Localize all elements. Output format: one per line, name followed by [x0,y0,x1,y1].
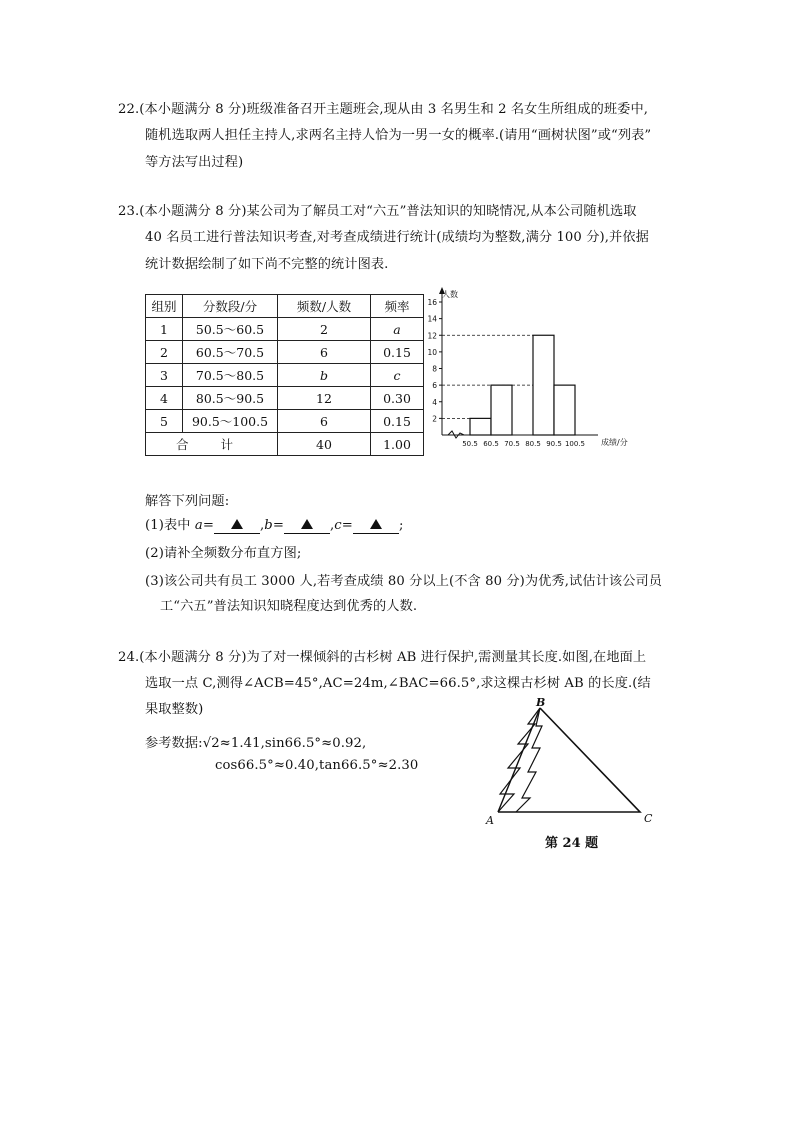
table-cell: c [371,364,424,387]
figure-caption: 第 24 题 [545,836,599,851]
y-tick-label: 6 [432,381,437,391]
table-cell: 3 [146,364,183,387]
table-cell: 0.15 [371,341,424,364]
histogram-x-ticks [462,440,585,448]
table-header: 频率 [371,295,424,318]
table-cell: 5 [146,410,183,433]
table-row [146,387,424,410]
table-cell: 4 [146,387,183,410]
x-tick-label: 80.5 [525,440,541,448]
q23-part2: (2)请补全频数分布直方图; [145,546,302,561]
var-c: c [334,518,342,533]
table-cell: 80.5～90.5 [183,387,278,410]
label-b: B [536,696,546,709]
histogram-bar [470,418,491,435]
table-total-row [146,433,424,456]
q23-part3-line1: (3)该公司共有员工 3000 人,若考查成绩 80 分以上(不含 80 分)为优秀,试估计该公司员 [145,574,663,589]
table-total-freq: 1.00 [371,433,424,456]
x-tick-label: 90.5 [546,440,562,448]
y-tick-label: 16 [427,298,437,307]
part1-prefix: (1)表中 [145,518,195,533]
triangle-icon [370,519,382,529]
histogram-y-ticks [427,298,442,423]
table-cell: 0.30 [371,387,424,410]
label-a: A [486,814,494,827]
answer-blank-b[interactable] [284,518,330,534]
triangle-icon [231,519,243,529]
label-c: C [644,812,653,825]
q23-text-line1: 23.(本小题满分 8 分)某公司为了解员工对“六五”普法知识的知晓情况,从本公司随机选取 [118,204,637,219]
table-row [146,364,424,387]
q22-text-line1: 22.(本小题满分 8 分)班级准备召开主题班会,现从由 3 名男生和 2 名女生所组成的班委中, [118,102,649,117]
q24-text-line3: 果取整数) [145,702,204,717]
y-axis-label: 人数 [442,290,458,299]
table-row [146,410,424,433]
table-cell: 60.5～70.5 [183,341,278,364]
table-cell: 1 [146,318,183,341]
q24-text-line2: 选取一点 C,测得∠ACB=45°,AC=24m,∠BAC=66.5°,求这棵古杉树 AB 的长度.(结 [145,676,651,691]
frequency-table [145,294,424,456]
q22-text-line3: 等方法写出过程) [145,155,244,170]
reference-data-line1: 参考数据:√2≈1.41,sin66.5°≈0.92, [145,736,367,751]
table-cell: 2 [278,318,371,341]
q24-text-line1: 24.(本小题满分 8 分)为了对一棵倾斜的古杉树 AB 进行保护,需测量其长度.如图,在地面上 [118,650,647,665]
table-total-count: 40 [278,433,371,456]
solve-heading: 解答下列问题: [145,494,230,509]
y-tick-label: 4 [432,397,437,407]
answer-blank-c[interactable] [353,518,399,534]
reference-data-line2: cos66.5°≈0.40,tan66.5°≈2.30 [215,758,419,773]
equals-sign: = [202,518,214,533]
table-cell: 0.15 [371,410,424,433]
figure-24-triangle [470,690,670,830]
x-tick-label: 100.5 [564,440,586,448]
triangle-icon [301,519,313,529]
x-tick-label: 60.5 [483,440,499,448]
q23-part1: (1)表中 a= ,b= ,c= ; [145,518,404,533]
table-row [146,341,424,364]
histogram-bar [554,385,575,435]
x-tick-label: 50.5 [462,440,478,448]
x-tick-label: 70.5 [504,440,520,448]
answer-blank-a[interactable] [214,518,260,534]
table-header: 频数/人数 [278,295,371,318]
y-tick-label: 12 [427,331,437,341]
equals-sign: = [341,518,353,533]
q22-text-line2: 随机选取两人担任主持人,求两名主持人恰为一男一女的概率.(请用“画树状图”或“列表” [145,128,652,143]
table-total-label: 合 计 [146,433,278,456]
table-cell: 90.5～100.5 [183,410,278,433]
table-cell: 12 [278,387,371,410]
table-cell: 70.5～80.5 [183,364,278,387]
y-tick-label: 10 [427,347,437,357]
table-cell: 6 [278,341,371,364]
table-cell: a [371,318,424,341]
y-tick-label: 2 [432,414,437,424]
table-cell: 50.5～60.5 [183,318,278,341]
q23-text-line2: 40 名员工进行普法知识考查,对考查成绩进行统计(成绩均为整数,满分 100 分),并依据 [145,230,649,245]
table-cell: b [278,364,371,387]
table-header: 分数段/分 [183,295,278,318]
x-axis-label: 成绩/分 [601,438,628,447]
table-cell: 6 [278,410,371,433]
y-tick-label: 8 [432,364,437,374]
q23-part3-line2: 工“六五”普法知识知晓程度达到优秀的人数. [160,599,418,614]
table-cell: 2 [146,341,183,364]
var-b: b [264,518,273,533]
var-a: a [194,518,203,533]
table-row [146,318,424,341]
histogram-bar [533,335,554,435]
equals-sign: = [272,518,284,533]
table-header: 组别 [146,295,183,318]
y-tick-label: 14 [427,314,437,324]
q23-text-line3: 统计数据绘制了如下尚不完整的统计图表. [145,257,389,272]
table-header-row [146,295,424,318]
histogram-bar [491,385,512,435]
histogram-chart [420,284,650,460]
